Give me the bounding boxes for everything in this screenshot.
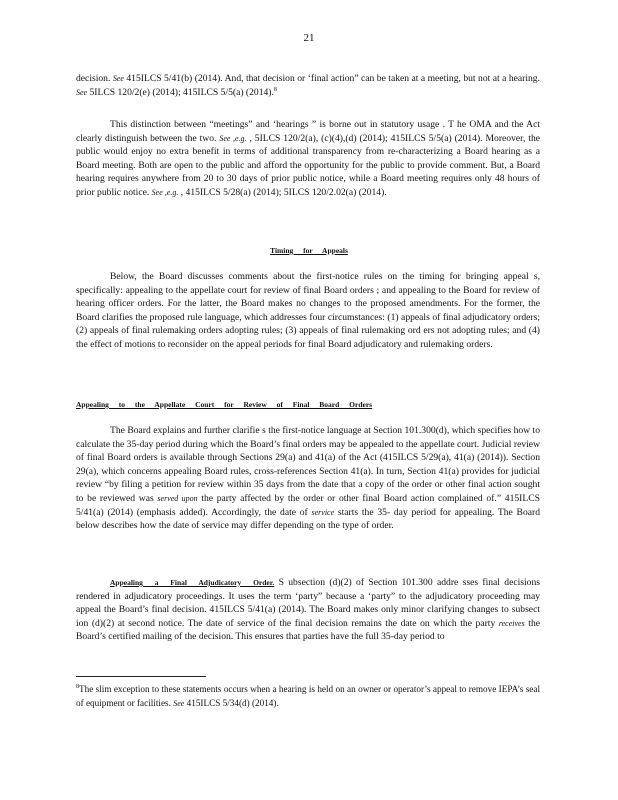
paragraph-1-text-c: 5ILCS 120/2(e) (2014); 415ILCS 5/5(a) (2014). bbox=[87, 86, 274, 98]
paragraph-5-text-b: the Board’s certified mailing of the decision. This ensures that parties have the full 35-day period to bbox=[76, 617, 540, 643]
paragraph-4 bbox=[76, 424, 540, 533]
paragraph-4-text-c: starts the 35- day period for appealing. The Board below describes how the date of service may differ depending on the type of order. bbox=[76, 506, 540, 532]
paragraph-4-text-b: the party affected by the order or other final Board action complained of.” 415ILCS 5/41(a) (2014) (emphasis added). Accordingly, the date of bbox=[76, 492, 540, 518]
paragraph-1-see-1: See bbox=[112, 74, 124, 83]
paragraph-4-text-a: The Board explains and further clarifie s the first-notice language at Section 101.300(d), which specifies how to calculate the 35-day period during which the Board’s final orders may be appealed to the appellate court. Judicial review of final Board orders is available through Sections 29(a) and 41(a) of the Act (415ILCS 5/29(a), 41(a) (2014)). Section 29(a), which concerns appealing Board rules, cross-references Section 41(a). In turn, Section 41(a) provides for judicial review “by filing a petition for review within 35 days from the date that a copy of the order or other final action sought to be reviewed was bbox=[76, 425, 540, 504]
paragraph-2-text-a: This distinction between “meetings” and ‘hearings ” is borne out in statutory usage . T he OMA and the Act clearly distinguish between the two. bbox=[76, 119, 540, 144]
paragraph-1-text-b: 415ILCS 5/41(b) (2014). And, that decision or ‘final action” can be taken at a meeting, but not at a hearing. bbox=[123, 73, 540, 84]
footnote-text-b: 415ILCS 5/34(d) (2014). bbox=[184, 698, 279, 708]
paragraph-5-text-a: S ubsection (d)(2) of Section 101.300 addre sses final decisions rendered in adjudicatory proceedings. It uses the term ‘party” because a ‘party” to the adjudicatory proceeding may appeal the Board’s final decision. 415ILCS 5/41(a) (2014). The Board makes only minor clarifying changes to subsect ion (d)(2) at second notice. The date of service of the final decision remains the date on which the party bbox=[76, 577, 540, 629]
paragraph-3 bbox=[76, 270, 540, 352]
footnote-8 bbox=[76, 682, 540, 711]
paragraph-5-receives: receives bbox=[498, 618, 525, 628]
subheading-appellate-court bbox=[76, 398, 540, 412]
footnote-reference: 8 bbox=[273, 86, 277, 93]
paragraph-4-served-upon: served upon bbox=[157, 493, 198, 503]
paragraph-1-see-2: See bbox=[76, 87, 88, 97]
paragraph-2 bbox=[76, 118, 540, 200]
paragraph-5-heading: Appealing a Final Adjudicatory Order. bbox=[110, 578, 275, 587]
subheading-appellate-court-text: Appealing to the Appellate Court for Review of Final Board Orders bbox=[76, 400, 373, 409]
section-heading-timing-for-appeals: Timing for Appeals bbox=[270, 246, 348, 255]
paragraph-4-service: service bbox=[311, 507, 335, 517]
paragraph-2-see-2: See ,e.g. bbox=[151, 187, 179, 197]
footnote-see: See bbox=[173, 699, 185, 708]
footnote-marker: 8 bbox=[76, 684, 79, 690]
page-number: 21 bbox=[303, 32, 315, 44]
footnote-text-a: The slim exception to these statements occurs when a hearing is held on an owner or operator’s appeal to remove IEPA’s seal of equipment or facilities. bbox=[76, 684, 540, 708]
paragraph-2-see-1: See ,e.g. bbox=[219, 133, 247, 143]
footnote-separator bbox=[76, 676, 206, 677]
paragraph-5 bbox=[76, 576, 540, 644]
paragraph-1-text-a: decision. bbox=[76, 73, 113, 84]
paragraph-2-text-b: , 5ILCS 120/2(a), (c)(4),(d) (2014); 415ILCS 5/5(a) (2014). Moreover, the public would enjoy no extra benefit in terms of additional transparency from re-characterizing a Board hearing as a Board meeting. Both are open to the public and afford the opportunity for the public to provide comment. But, a Board hearing requires anywhere from 20 to 30 days of prior public notice, while a Board meeting requires only 48 hours of prior public notice. bbox=[76, 132, 540, 198]
paragraph-1 bbox=[76, 72, 540, 99]
paragraph-2-text-c: , 415ILCS 5/28(a) (2014); 5ILCS 120/2.02(a) (2014). bbox=[178, 186, 387, 198]
paragraph-3-text: Below, the Board discusses comments about the first-notice rules on the timing for bringing appeal s, specifically: appealing to the appellate court for review of final Board orders ; and appealing to the Board for review of hearing officer orders. For the latter, the Board makes no changes to the proposed amendments. For the former, the Board clarifies the proposed rule language, which addresses four circumstances: (1) appeals of final adjudicatory orders; (2) appeals of final rulemaking orders adopting rules; (3) appeals of final rulemaking ord ers not adopting rules; and (4) the effect of motions to reconsider on the appeal periods for final Board adjudicatory and rulemaking orders. bbox=[76, 271, 540, 350]
